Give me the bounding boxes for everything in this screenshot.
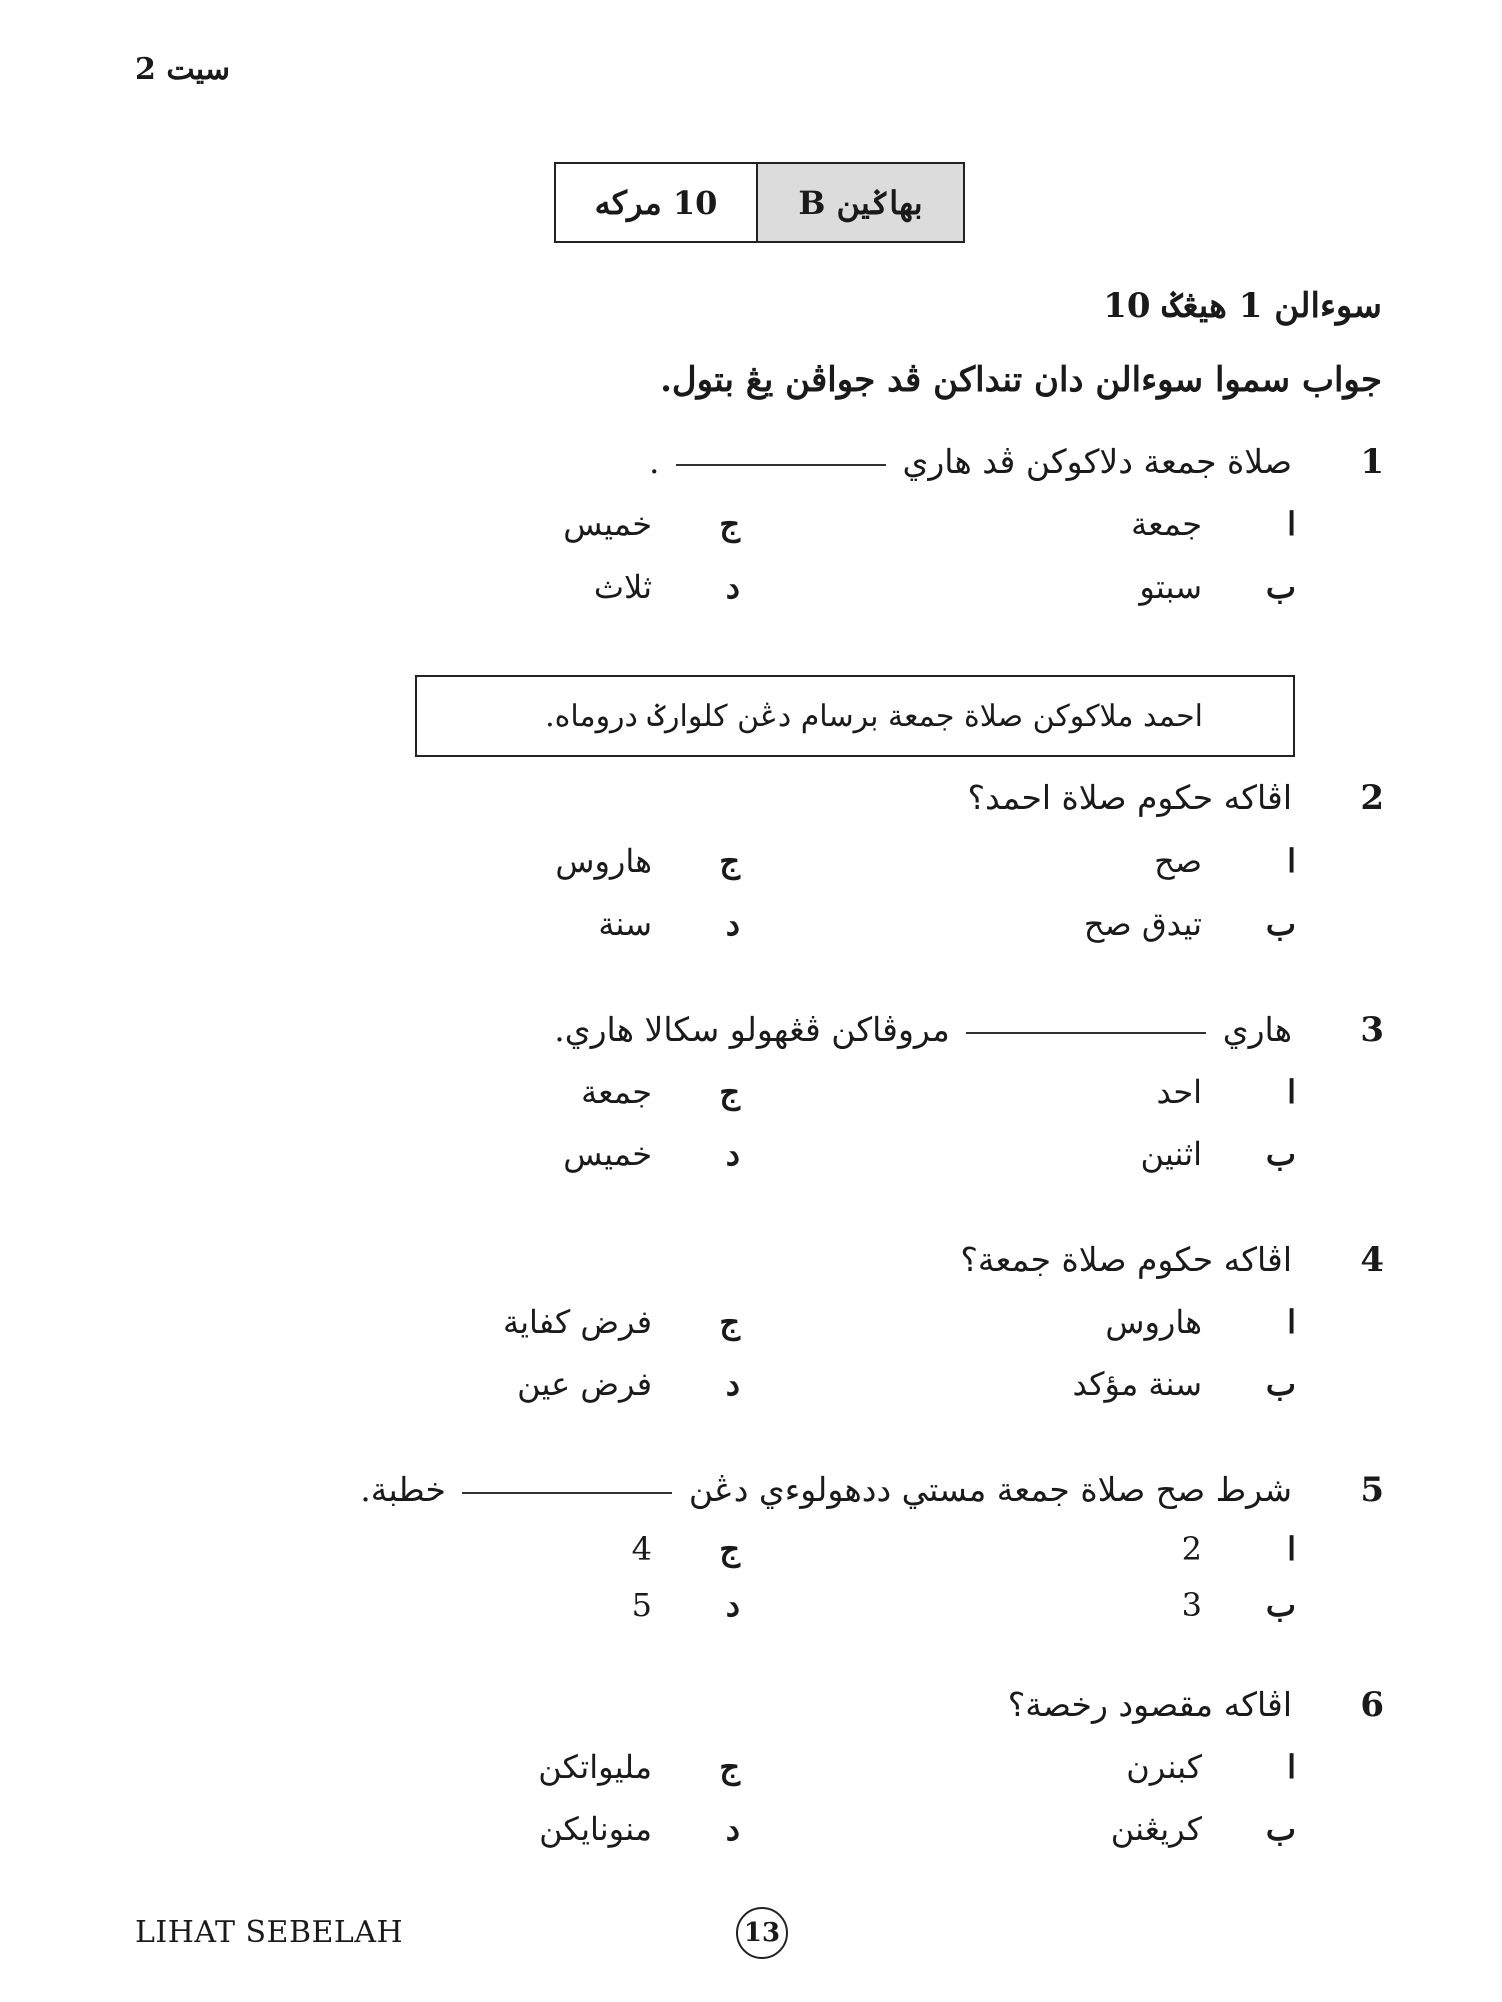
question-number: 1 bbox=[1360, 442, 1384, 482]
option-text: سبتو bbox=[1139, 568, 1202, 606]
question-text: اڤاکه حکوم صلاة احمد؟ bbox=[967, 778, 1292, 817]
option-text: 2 bbox=[1181, 1530, 1202, 1568]
question-text bbox=[649, 442, 1292, 481]
option-text: سنة bbox=[598, 905, 652, 943]
answer-blank bbox=[462, 1490, 672, 1494]
option-text: هاروس bbox=[1105, 1303, 1202, 1341]
option-letter: ج bbox=[719, 1748, 740, 1786]
option-letter: ا bbox=[1287, 842, 1296, 880]
option-letter: ج bbox=[719, 1073, 740, 1111]
option-text: کريڠنن bbox=[1110, 1810, 1202, 1848]
option-letter: ج bbox=[719, 842, 740, 880]
option-letter: د bbox=[725, 1810, 740, 1848]
option-letter: د bbox=[725, 1135, 740, 1173]
option-letter: د bbox=[725, 1365, 740, 1403]
option-letter: ا bbox=[1287, 505, 1296, 543]
part-label: بهاݢين B bbox=[758, 164, 963, 241]
option-text: خميس bbox=[563, 1135, 652, 1173]
option-text: تيدق صح bbox=[1083, 905, 1202, 943]
question-text: اڤاکه مقصود رخصة؟ bbox=[1007, 1685, 1292, 1724]
option-text: احد bbox=[1156, 1073, 1202, 1111]
option-letter: د bbox=[725, 905, 740, 943]
marks-label: 10 مركه bbox=[556, 164, 758, 241]
option-letter: د bbox=[725, 568, 740, 606]
option-text: کبنرن bbox=[1126, 1748, 1202, 1786]
question-text bbox=[360, 1470, 1292, 1509]
question-number: 6 bbox=[1360, 1685, 1384, 1725]
option-text: فرض کفاية bbox=[502, 1303, 652, 1341]
option-text: 3 bbox=[1181, 1586, 1202, 1624]
option-letter: ب bbox=[1265, 1810, 1296, 1848]
question-text-after: مروڤاکن ڤڠهولو سکالا هاري. bbox=[554, 1010, 950, 1049]
question-number: 4 bbox=[1360, 1240, 1384, 1280]
question-number: 3 bbox=[1360, 1010, 1384, 1050]
option-text: خميس bbox=[563, 505, 652, 543]
option-letter: ب bbox=[1265, 568, 1296, 606]
question-text bbox=[554, 1010, 1292, 1049]
question-number: 2 bbox=[1360, 778, 1384, 818]
option-text: جمعة bbox=[581, 1073, 652, 1111]
option-text: صح bbox=[1154, 842, 1202, 880]
page-number-badge: 13 bbox=[736, 1907, 788, 1959]
option-letter: ب bbox=[1265, 905, 1296, 943]
question-text-before: شرط صح صلاة جمعة مستي ددهولوءي دڠن bbox=[688, 1470, 1292, 1509]
option-letter: ج bbox=[719, 1303, 740, 1341]
instruction: جواب سموا سوءالن دان تنداکن ڤد جواڤن يڠ بتول. bbox=[660, 360, 1382, 400]
option-text: مليواتکن bbox=[538, 1748, 652, 1786]
option-letter: ا bbox=[1287, 1073, 1296, 1111]
question-text: اڤاکه حکوم صلاة جمعة؟ bbox=[960, 1240, 1292, 1279]
option-letter: ج bbox=[719, 1530, 740, 1568]
option-letter: ب bbox=[1265, 1586, 1296, 1624]
question-heading: سوءالن 1 هيڠݢ 10 bbox=[1103, 286, 1382, 326]
option-text: 4 bbox=[631, 1530, 652, 1568]
option-text: اثنين bbox=[1140, 1135, 1202, 1173]
option-text: فرض عين bbox=[517, 1365, 652, 1403]
option-letter: ج bbox=[719, 505, 740, 543]
option-text: 5 bbox=[631, 1586, 652, 1624]
option-text: منونايکن bbox=[539, 1810, 652, 1848]
option-text: جمعة bbox=[1131, 505, 1202, 543]
question-text-before: هاري bbox=[1222, 1010, 1292, 1049]
option-letter: ب bbox=[1265, 1365, 1296, 1403]
question-text-after: خطبة. bbox=[360, 1470, 446, 1509]
option-letter: ب bbox=[1265, 1135, 1296, 1173]
answer-blank bbox=[966, 1030, 1206, 1034]
option-text: هاروس bbox=[555, 842, 652, 880]
option-letter: د bbox=[725, 1586, 740, 1624]
option-text: ثلاث bbox=[593, 568, 652, 606]
passage-text: احمد ملاکوکن صلاة جمعة برسام دڠن کلوارݢ دروماه. bbox=[545, 698, 1203, 734]
footer-next-page-label: LIHAT SEBELAH bbox=[135, 1915, 404, 1950]
option-letter: ا bbox=[1287, 1530, 1296, 1568]
question-text-after: . bbox=[649, 442, 660, 481]
passage-box bbox=[415, 675, 1295, 757]
question-text-before: صلاة جمعة دلاکوکن ڤد هاري bbox=[902, 442, 1292, 481]
question-number: 5 bbox=[1360, 1470, 1384, 1510]
option-letter: ا bbox=[1287, 1748, 1296, 1786]
section-header-box bbox=[554, 162, 965, 243]
answer-blank bbox=[676, 462, 886, 466]
set-label: سيت 2 bbox=[135, 52, 230, 87]
option-letter: ا bbox=[1287, 1303, 1296, 1341]
option-text: سنة مؤکد bbox=[1072, 1365, 1202, 1403]
